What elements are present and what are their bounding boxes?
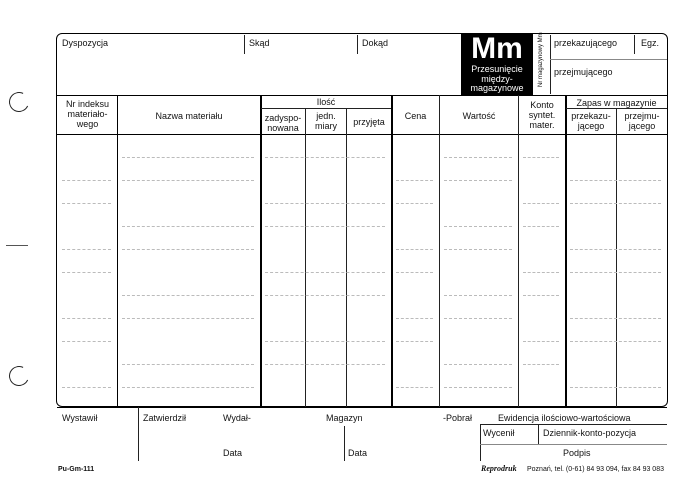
row-rule bbox=[444, 226, 512, 227]
row-rule bbox=[570, 249, 661, 250]
dyspozycja-label: Dyspozycja bbox=[62, 38, 109, 48]
col-line bbox=[565, 95, 567, 407]
skad-label: Skąd bbox=[249, 38, 270, 48]
row-rule bbox=[396, 272, 433, 273]
col-text: przejmu- bbox=[624, 111, 660, 121]
row-rule bbox=[122, 364, 254, 365]
table-header-bottom-line bbox=[57, 134, 667, 135]
doc-title-line: między- bbox=[481, 73, 513, 84]
table-top-line bbox=[57, 95, 667, 96]
row-rule bbox=[523, 272, 559, 273]
divider bbox=[357, 35, 358, 54]
divider bbox=[344, 426, 345, 461]
row-rule bbox=[265, 203, 385, 204]
footer-top-line bbox=[57, 407, 667, 408]
punch-hole-bottom bbox=[6, 363, 32, 389]
ilosc-subheader-line bbox=[261, 108, 391, 109]
doc-code: Mm bbox=[471, 32, 523, 65]
col-text: nowana bbox=[267, 123, 299, 133]
col-text: przekazu- bbox=[571, 111, 611, 121]
divider bbox=[480, 444, 667, 445]
row-rule bbox=[444, 249, 512, 250]
col-text: wego bbox=[76, 119, 99, 129]
publisher-brand: Reprodruk bbox=[481, 464, 517, 473]
data-label-1: Data bbox=[223, 448, 243, 458]
row-rule bbox=[523, 341, 559, 342]
row-rule bbox=[122, 295, 254, 296]
row-rule bbox=[265, 341, 385, 342]
row-rule bbox=[62, 272, 111, 273]
row-rule bbox=[523, 157, 559, 158]
col-text: materiało- bbox=[67, 109, 108, 119]
row-rule bbox=[396, 249, 433, 250]
doc-title-line: Przesunięcie bbox=[471, 64, 523, 74]
row-rule bbox=[523, 203, 559, 204]
row-rule bbox=[122, 318, 254, 319]
col-text: jącego bbox=[577, 121, 605, 131]
row-rule bbox=[265, 295, 385, 296]
podpis-label: Podpis bbox=[563, 448, 591, 458]
col-konto bbox=[519, 100, 565, 130]
divider bbox=[550, 35, 551, 94]
col-wartosc: Wartość bbox=[462, 111, 496, 121]
col-text: zadyspo- bbox=[264, 113, 302, 123]
row-rule bbox=[396, 387, 433, 388]
form-frame bbox=[56, 33, 668, 407]
col-text: jącego bbox=[628, 121, 656, 131]
divider bbox=[244, 35, 245, 54]
pobral-label: -Pobrał bbox=[443, 413, 473, 423]
row-rule bbox=[444, 364, 512, 365]
divider bbox=[550, 59, 667, 60]
col-zapas-przejmujacego bbox=[617, 111, 667, 131]
row-rule bbox=[396, 203, 433, 204]
row-rule bbox=[122, 180, 254, 181]
ewidencja-label: Ewidencja ilościowo-wartościowa bbox=[498, 413, 631, 423]
row-rule bbox=[265, 272, 385, 273]
doc-type-box bbox=[461, 34, 533, 95]
col-line bbox=[616, 108, 617, 407]
dziennik-label: Dziennik-konto-pozycja bbox=[543, 428, 637, 438]
row-rule bbox=[570, 387, 661, 388]
row-rule bbox=[570, 341, 661, 342]
divider bbox=[480, 424, 667, 425]
zatwierdzil-label: Zatwierdził bbox=[143, 413, 187, 423]
row-rule bbox=[122, 249, 254, 250]
divider bbox=[138, 407, 139, 461]
doc-title-line: magazynowe bbox=[470, 83, 524, 93]
row-rule bbox=[62, 318, 111, 319]
row-rule bbox=[523, 364, 559, 365]
col-ilosc: Ilość bbox=[316, 97, 336, 107]
col-zadysponowana bbox=[261, 113, 305, 133]
col-przyjeta: przyjęta bbox=[353, 117, 385, 127]
dokad-label: Dokąd bbox=[362, 38, 389, 48]
col-line bbox=[305, 108, 306, 407]
row-rule bbox=[523, 226, 559, 227]
doc-title bbox=[461, 65, 533, 94]
row-rule bbox=[444, 157, 512, 158]
col-text: miary bbox=[315, 121, 337, 131]
col-text: Nr indeksu bbox=[65, 99, 110, 109]
przekazujacego-field: przekazującego bbox=[554, 38, 618, 48]
row-rule bbox=[62, 203, 111, 204]
col-line bbox=[391, 95, 393, 407]
row-rule bbox=[570, 318, 661, 319]
row-rule bbox=[265, 364, 385, 365]
divider bbox=[480, 424, 481, 461]
row-rule bbox=[396, 318, 433, 319]
fold-mark bbox=[6, 245, 28, 246]
col-zapas-przekazujacego bbox=[566, 111, 616, 131]
row-rule bbox=[122, 387, 254, 388]
punch-hole-top bbox=[6, 89, 32, 115]
form-code: Pu-Gm-111 bbox=[58, 466, 95, 473]
col-text: mater. bbox=[529, 120, 555, 130]
row-rule bbox=[62, 180, 111, 181]
row-rule bbox=[62, 341, 111, 342]
row-rule bbox=[444, 180, 512, 181]
col-cena: Cena bbox=[404, 111, 427, 121]
row-rule bbox=[396, 341, 433, 342]
row-rule bbox=[570, 203, 661, 204]
row-rule bbox=[265, 157, 385, 158]
col-nr-indeksu bbox=[58, 99, 117, 129]
row-rule bbox=[570, 180, 661, 181]
wystawil-label: Wystawił bbox=[62, 413, 98, 423]
row-rule bbox=[444, 387, 512, 388]
wycenil-label: Wycenił bbox=[483, 428, 515, 438]
col-line bbox=[117, 95, 118, 407]
row-rule bbox=[265, 226, 385, 227]
col-line bbox=[260, 95, 262, 407]
col-line bbox=[439, 95, 440, 407]
divider bbox=[538, 424, 539, 444]
col-line bbox=[346, 108, 347, 407]
divider bbox=[634, 35, 635, 54]
egz-label: Egz. bbox=[641, 38, 660, 48]
col-jedn-miary bbox=[306, 111, 346, 131]
data-label-2: Data bbox=[348, 448, 368, 458]
zapas-subheader-line bbox=[566, 108, 667, 109]
row-rule bbox=[444, 295, 512, 296]
col-text: Konto bbox=[530, 100, 554, 110]
row-rule bbox=[122, 226, 254, 227]
wydal-label: Wydał- bbox=[223, 413, 251, 423]
row-rule bbox=[523, 295, 559, 296]
row-rule bbox=[62, 387, 111, 388]
row-rule bbox=[570, 272, 661, 273]
magazyn-label: Magazyn bbox=[326, 413, 363, 423]
row-rule bbox=[122, 157, 254, 158]
przejmujacego-field: przejmującego bbox=[554, 67, 613, 77]
col-text: syntet. bbox=[528, 110, 556, 120]
nr-magazynowy-vertical-label: Nr magazynowy Mm bbox=[538, 32, 544, 87]
col-text: jedn. bbox=[316, 111, 336, 121]
publisher-info: Poznań, tel. (0-61) 84 93 094, fax 84 93 083 bbox=[527, 466, 664, 473]
row-rule bbox=[62, 249, 111, 250]
col-zapas: Zapas w magazynie bbox=[576, 98, 657, 108]
col-line bbox=[518, 95, 519, 407]
row-rule bbox=[396, 180, 433, 181]
col-nazwa: Nazwa materiału bbox=[155, 111, 223, 121]
row-rule bbox=[444, 318, 512, 319]
